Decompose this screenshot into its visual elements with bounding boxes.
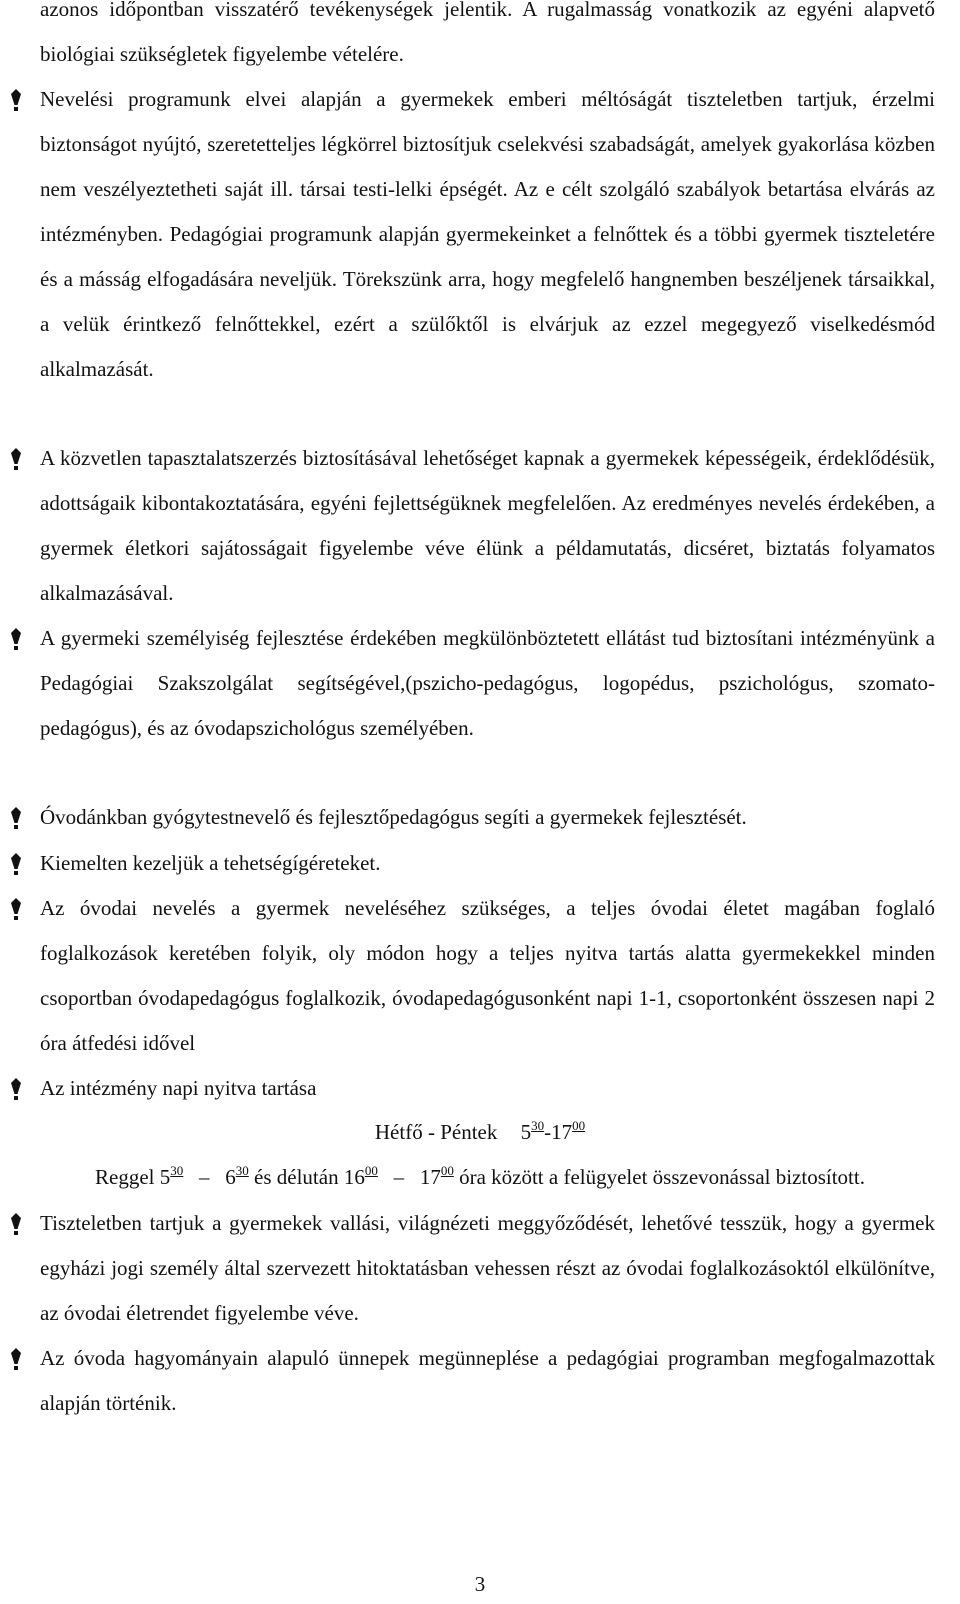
afternoon-from-hour: 16 <box>343 1165 365 1189</box>
time-separator: - <box>544 1120 552 1144</box>
morning-from-minute: 30 <box>170 1163 184 1178</box>
bullet-icon <box>8 1347 24 1371</box>
afternoon-dash: – <box>393 1165 405 1189</box>
close-minute: 00 <box>572 1118 586 1133</box>
morning-prefix: Reggel <box>95 1165 155 1189</box>
close-hour: 17 <box>551 1120 573 1144</box>
paragraph-kindergarten-education: Az óvodai nevelés a gyermek neveléséhez szükséges, a teljes óvodai életet magában foglaló foglalkozások keretében folyik, oly módon hogy a teljes nyitva tartás alatta gyermekekkel minden csoportban óvodapedagógus foglalkozik, óvodapedagógusonként napi 1-1, csoportonként összesen napi 2 óra átfedési idővel <box>40 896 935 1055</box>
bullet-icon <box>8 852 24 876</box>
and-text: és délután <box>254 1165 339 1189</box>
morning-dash: – <box>199 1165 210 1189</box>
afternoon-to-minute: 00 <box>440 1163 454 1178</box>
bullet-icon <box>8 1077 24 1101</box>
bullet-icon <box>8 627 24 651</box>
paragraph-talent: Kiemelten kezeljük a tehetségígéreteket. <box>40 851 381 875</box>
afternoon-to-hour: 17 <box>419 1165 441 1189</box>
morning-to-hour: 6 <box>225 1165 236 1189</box>
paragraph-experience: A közvetlen tapasztalatszerzés biztosításával lehetőséget kapnak a gyermekek képességeik, érdeklődésük, adottságaik kibontakoztatására, egyéni fejlettségüknek megfelelően. Az eredményes nevelés érdekében, a gyermek életkori sajátosságait figyelembe véve élünk a példamutatás, dicséret, biztatás folyamatos alkalmazásával. <box>40 446 935 605</box>
morning-to-minute: 30 <box>235 1163 249 1178</box>
schedule-days-line <box>0 1110 960 1155</box>
schedule-merged-line <box>0 1155 960 1200</box>
schedule-tail: óra között a felügyelet összevonással biztosított. <box>459 1165 865 1189</box>
bullet-icon <box>8 897 24 921</box>
paragraph-dignity: Nevelési programunk elvei alapján a gyermekek emberi méltóságát tiszteletben tartjuk, érzelmi biztonságot nyújtó, szeretetteljes légkörrel biztosítjuk cselekvési szabadságát, amelyek gyakorlása közben nem veszélyeztetheti saját ill. társai testi-lelki épségét. Az e célt szolgáló szabályok betartása elvárás az intézményben. Pedagógiai programunk alapján gyermekeinket a felnőttek és a többi gyermek tiszteletére és a másság elfogadására neveljük. Törekszünk arra, hogy megfelelő hangnemben beszéljenek társaikkal, a velük érintkező felnőttekkel, ezért a szülőktől is elvárjuk az ezzel megegyező viselkedésmód alkalmazását. <box>40 87 935 381</box>
paragraph-opening-hours: Az intézmény napi nyitva tartása <box>40 1076 317 1100</box>
paragraph-continuation: azonos időpontban visszatérő tevékenységek jelentik. A rugalmasság vonatkozik az egyéni alapvető biológiai szükségletek figyelembe vételére. <box>40 0 935 66</box>
bullet-icon <box>8 1212 24 1236</box>
open-minute: 30 <box>531 1118 545 1133</box>
bullet-icon <box>8 806 24 830</box>
paragraph-traditions: Az óvoda hagyományain alapuló ünnepek megünneplése a pedagógiai programban megfogalmazottak alapján történik. <box>40 1346 935 1415</box>
paragraph-religion: Tiszteletben tartjuk a gyermekek vallási, világnézeti meggyőződését, lehetővé tesszük, hogy a gyermek egyházi jogi személy által szervezett hitoktatásban vehessen részt az óvodai foglalkozásoktól elkülönítve, az óvodai életrendet figyelembe véve. <box>40 1211 935 1325</box>
schedule-days: Hétfő - Péntek <box>374 1120 498 1144</box>
page-number: 3 <box>474 1572 486 1596</box>
paragraph-pe-teacher: Óvodánkban gyógytestnevelő és fejlesztőpedagógus segíti a gyermekek fejlesztését. <box>40 805 747 829</box>
bullet-icon <box>8 447 24 471</box>
paragraph-personality: A gyermeki személyiség fejlesztése érdekében megkülönböztetett ellátást tud biztosítani intézményünk a Pedagógiai Szakszolgálat segítségével,(pszicho-pedagógus, logopédus, pszichológus, szomato-pedagógus), és az óvodapszichológus személyében. <box>40 626 935 740</box>
bullet-icon <box>8 88 24 112</box>
afternoon-from-minute: 00 <box>364 1163 378 1178</box>
open-hour: 5 <box>520 1120 532 1144</box>
morning-from-hour: 5 <box>159 1165 171 1189</box>
